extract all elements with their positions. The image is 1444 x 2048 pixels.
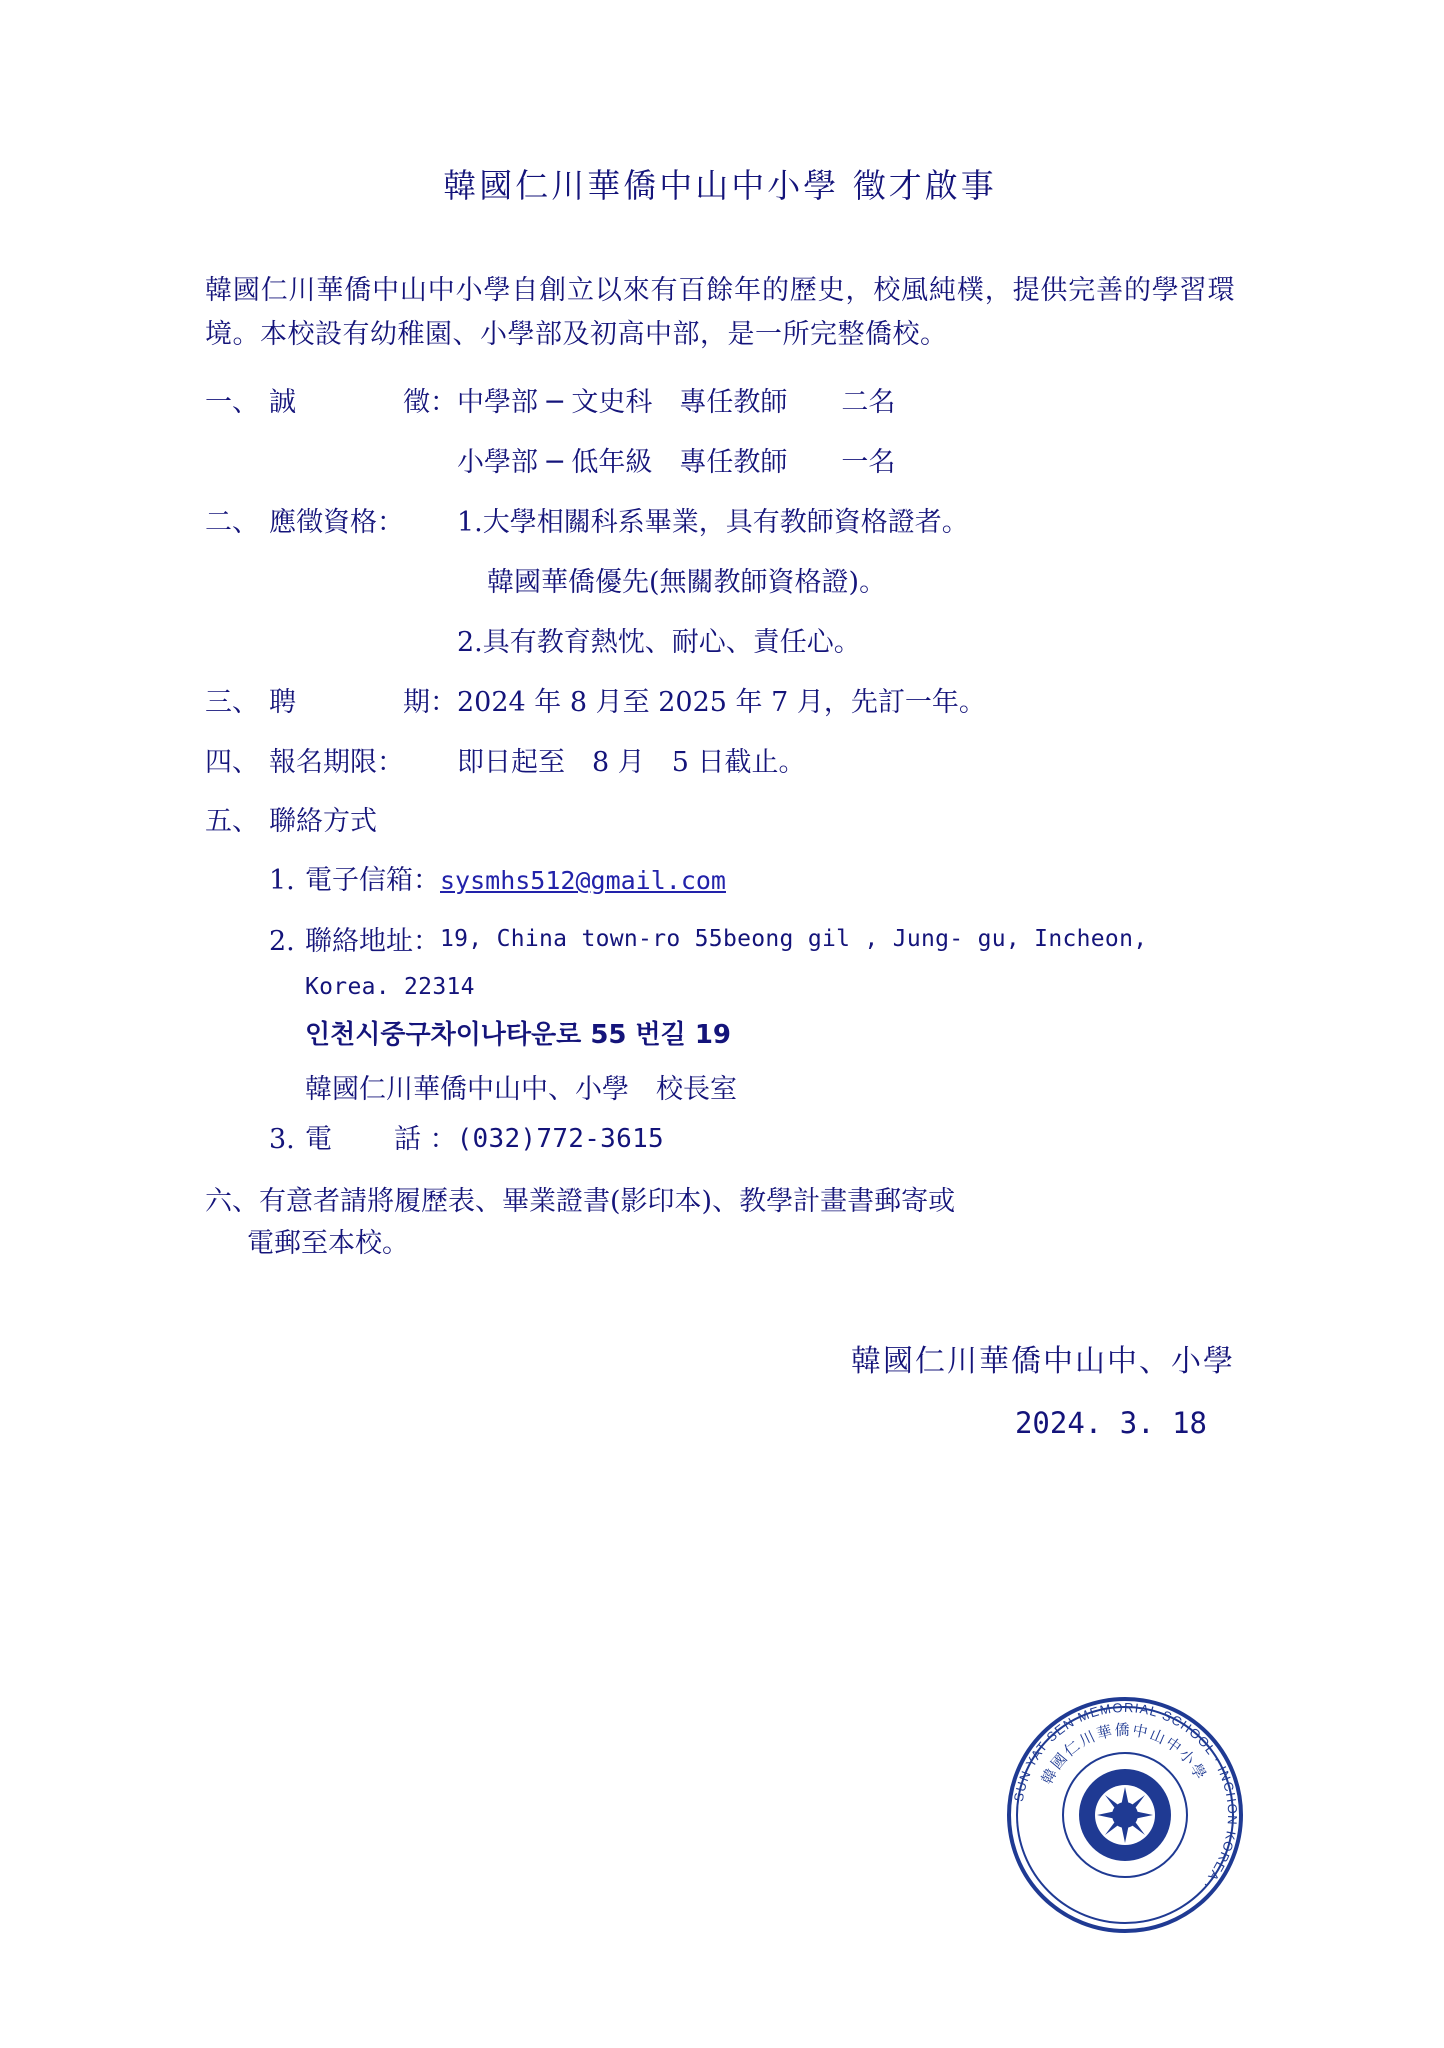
- contact-phone-row: [205, 1120, 1235, 1161]
- item-1-label-right: 徵：: [403, 387, 457, 419]
- item-3-number: 三、: [205, 686, 259, 718]
- item-2-sub-1: 韓國華僑優先(無關教師資格證)。: [487, 567, 887, 598]
- item-5-label: 聯絡方式: [269, 806, 377, 838]
- item-2-sub-2: 2.具有教育熱忱、耐心、責任心。: [457, 626, 861, 658]
- item-6: [205, 1181, 1235, 1265]
- contact-address-row: [205, 922, 1235, 963]
- contact-email-number: 1.: [269, 865, 295, 897]
- contact-address-number: 2.: [269, 925, 295, 957]
- contact-email-link[interactable]: sysmhs512@gmail.com: [440, 866, 726, 896]
- item-5-number: 五、: [205, 806, 259, 838]
- item-5: [205, 801, 1235, 843]
- item-4-number: 四、: [205, 746, 259, 778]
- signature: 韓國仁川華僑中山中、小學: [851, 1344, 1235, 1380]
- item-4: [205, 742, 1235, 784]
- item-4-value: 即日起至 8 月 5 日截止。: [457, 746, 806, 778]
- item-2-number: 二、: [205, 507, 259, 539]
- page-title: 韓國仁川華僑中山中小學 徵才啟事: [443, 166, 997, 205]
- item-6-line-2: 電郵至本校。: [247, 1227, 409, 1259]
- item-1-label: [269, 382, 457, 424]
- contact-phone-label-right: 話 ：: [394, 1124, 457, 1156]
- contact-email-row: [205, 861, 1235, 902]
- contact-phone-value: (032)772-3615: [456, 1124, 664, 1155]
- item-1-value: 中學部 ─ 文史科 專任教師 二名: [457, 387, 896, 419]
- intro-paragraph: 韓國仁川華僑中山中小學自創立以來有百餘年的歷史，校風純樸，提供完善的學習環境。本校設有幼稚園、小學部及初高中部，是一所完整僑校。: [205, 275, 1235, 350]
- contact-address-label: 聯絡地址：: [305, 925, 440, 957]
- item-3: [205, 682, 1235, 724]
- svg-text:韓國仁川華僑中山中小學: 韓國仁川華僑中山中小學: [1037, 1720, 1211, 1788]
- contact-phone-label-left: 電: [305, 1124, 332, 1156]
- item-2-value: 1.大學相關科系畢業，具有教師資格證者。: [457, 507, 969, 539]
- item-2-label: 應徵資格：: [269, 507, 404, 539]
- item-4-label: 報名期限：: [269, 746, 404, 778]
- item-3-label-left: 聘: [269, 686, 296, 718]
- contact-address-korean: 인천시중구차이나타운로 55 번길 19: [305, 1020, 732, 1051]
- document-body: [205, 160, 1235, 1440]
- item-2: [205, 502, 1235, 544]
- item-1: [205, 382, 1235, 424]
- svg-text:SUN YAT SEN MEMORIAL SCHOOL ·: SUN YAT SEN MEMORIAL SCHOOL · INCHON KOREA ·: [1010, 1699, 1241, 1893]
- contact-list: [205, 861, 1235, 1161]
- contact-address-line1: 19, China town-ro 55beong gil , Jung- gu, Incheon,: [440, 925, 1148, 952]
- item-1-value-2: 小學部 ─ 低年級 專任教師 一名: [457, 447, 896, 479]
- item-1-number: 一、: [205, 387, 259, 419]
- contact-address-line2: Korea. 22314: [305, 974, 475, 1001]
- item-3-value: 2024 年 8 月至 2025 年 7 月，先訂一年。: [457, 686, 986, 718]
- contact-email-label: 電子信箱：: [305, 865, 440, 897]
- item-6-line-1: 六、有意者請將履歷表、畢業證書(影印本)、教學計畫書郵寄或: [205, 1185, 956, 1217]
- item-1-label-left: 誠: [269, 387, 296, 419]
- item-3-label: [269, 682, 457, 724]
- date: 2024. 3. 18: [1014, 1406, 1207, 1441]
- school-seal: [1000, 1690, 1250, 1940]
- contact-phone-number: 3.: [269, 1124, 295, 1156]
- item-3-label-right: 期：: [403, 686, 457, 718]
- contact-address-school: 韓國仁川華僑中山中、小學 校長室: [305, 1074, 737, 1106]
